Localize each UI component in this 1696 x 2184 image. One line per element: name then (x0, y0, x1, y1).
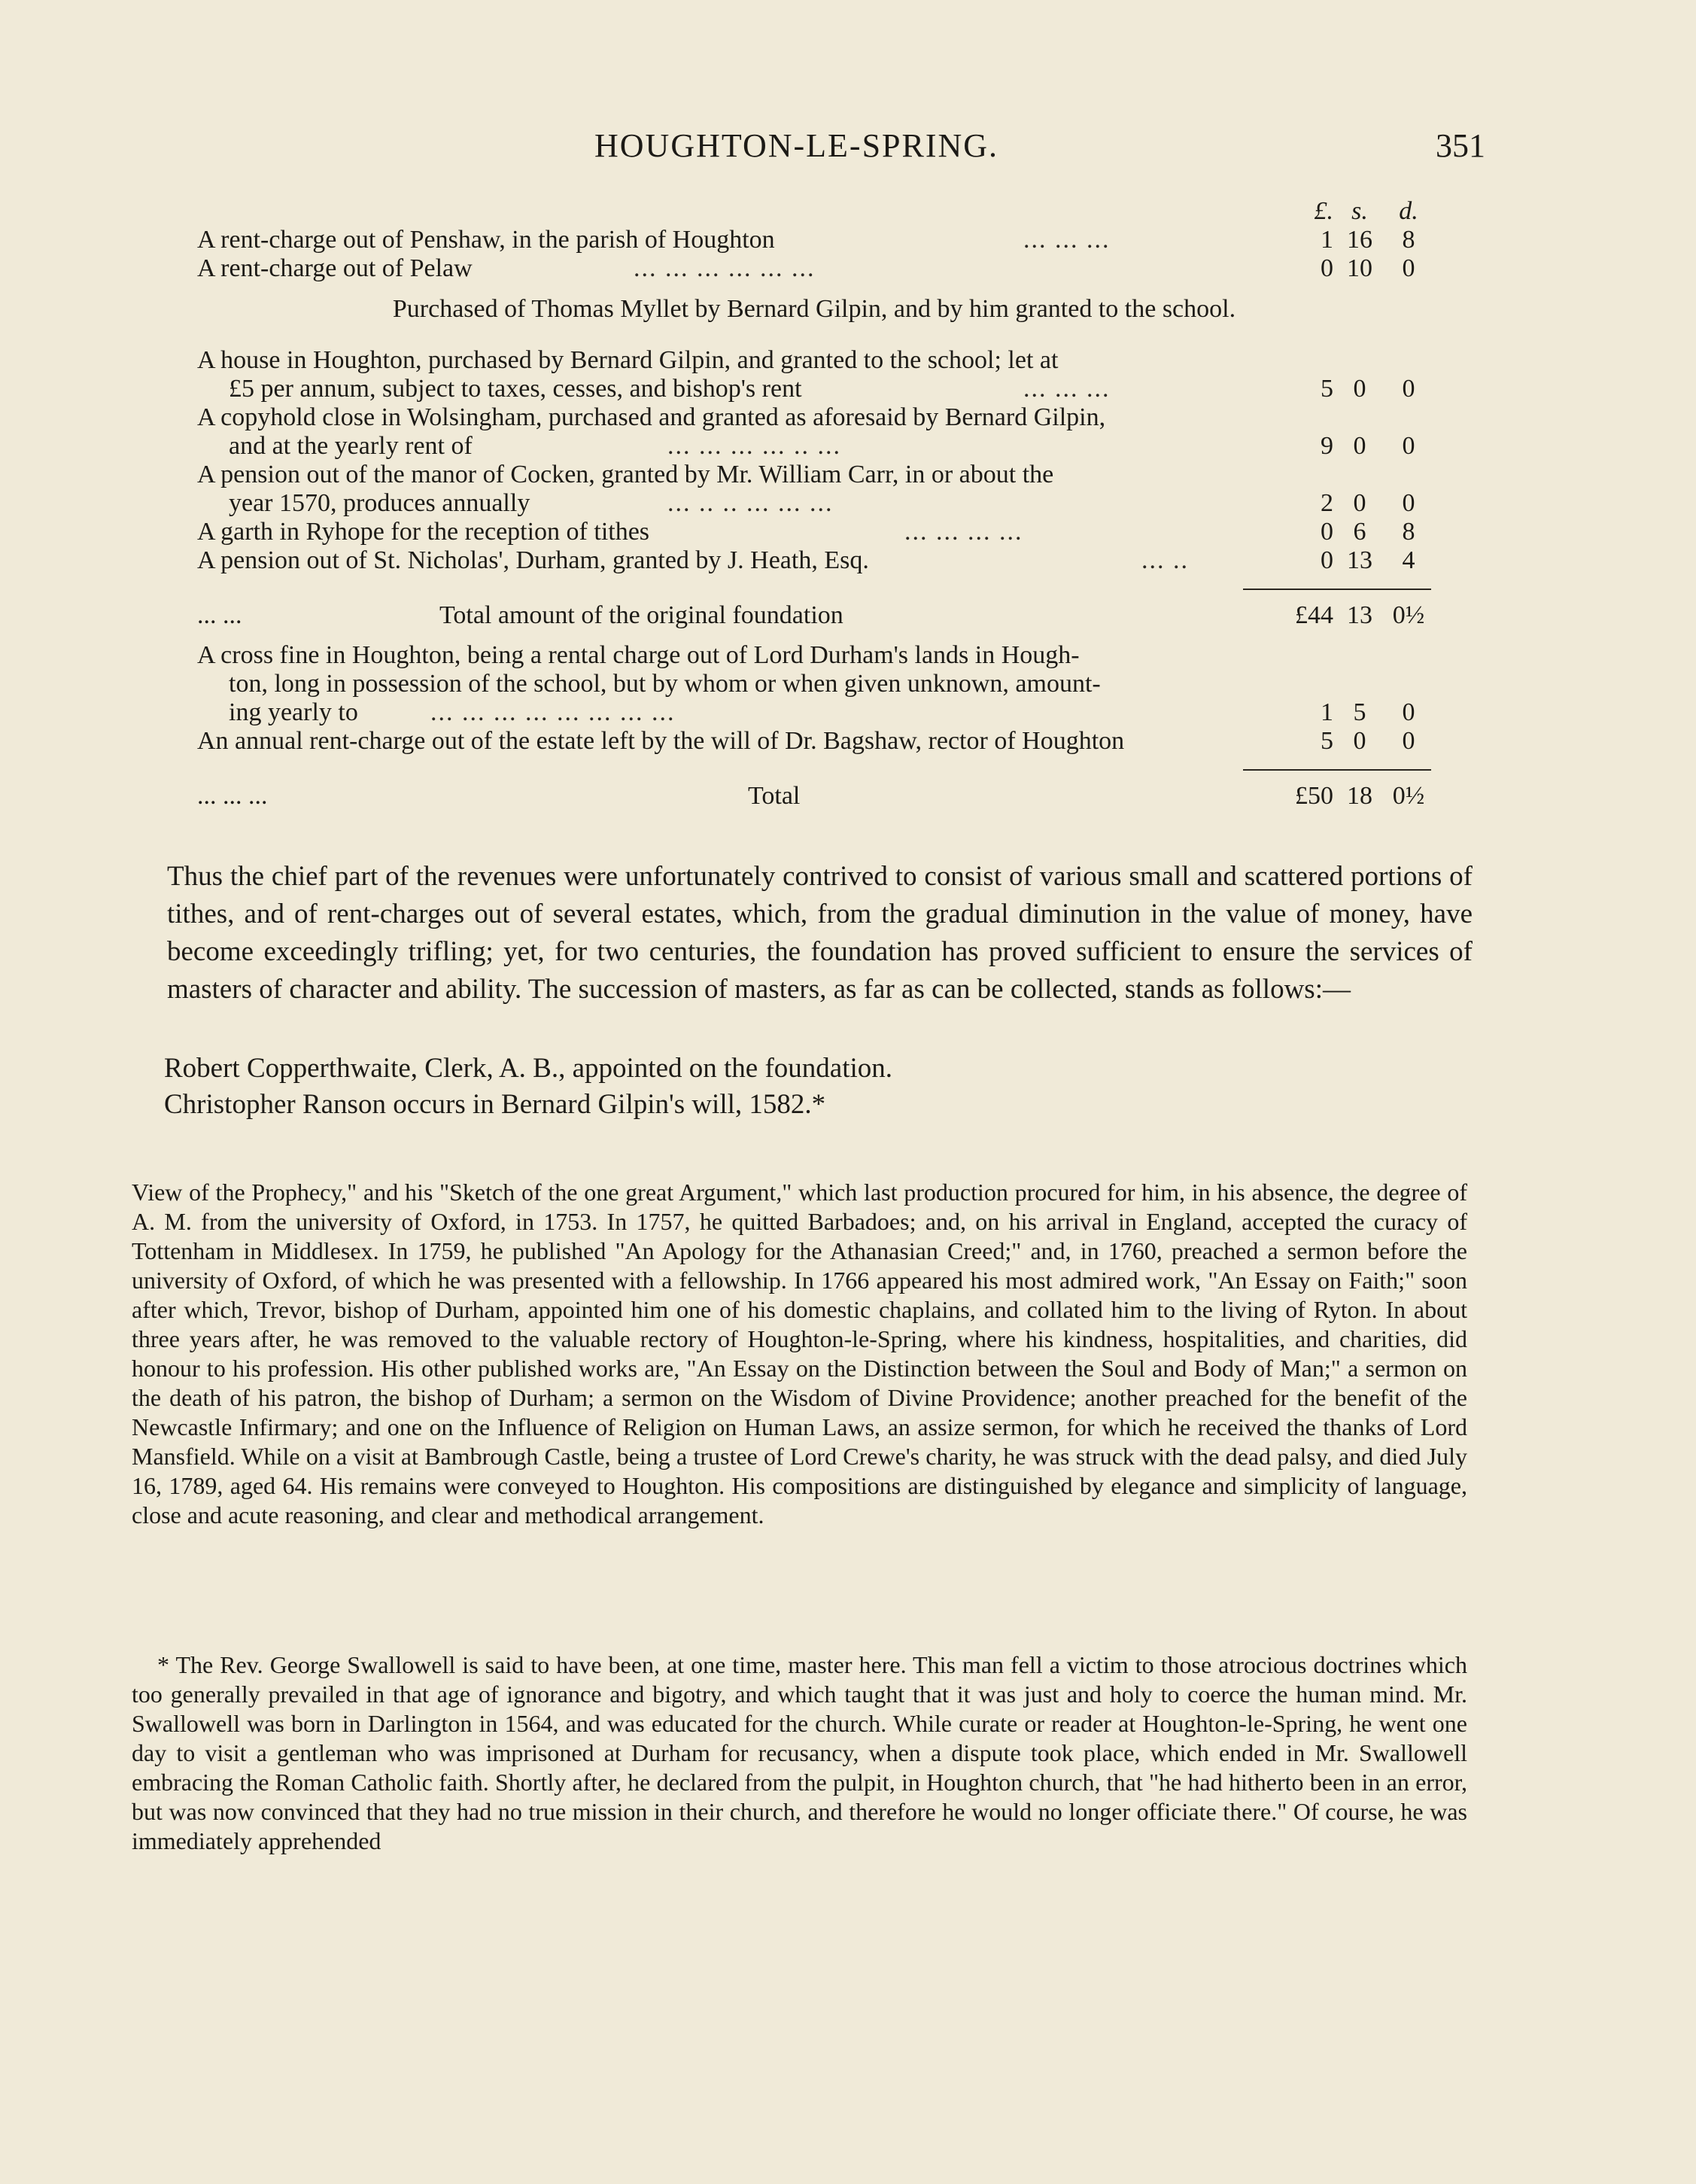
pence-value: 0 (1402, 432, 1415, 460)
pence-value: 0 (1402, 698, 1415, 726)
shillings-value: 10 (1347, 254, 1372, 282)
pence-value: 4 (1402, 546, 1415, 574)
pence-value: 0 (1402, 254, 1415, 282)
total-rule (1243, 589, 1431, 593)
total-rule (1243, 769, 1431, 774)
row-description: A garth in Ryhope for the reception of tithes (197, 518, 650, 546)
account-row (197, 518, 1415, 546)
pounds-value: 0 (1321, 254, 1333, 282)
leader-dots: ... ... (197, 601, 242, 629)
item-description: A copyhold close in Wolsingham, purchased and granted as aforesaid by Bernard Gilpin, (197, 403, 1106, 431)
shillings-value: 0 (1353, 489, 1366, 517)
footnote-star (132, 1650, 1467, 1856)
leader-dots: ... .. .. ... ... ... (667, 489, 834, 517)
leader-dots: ... ... ... (1023, 226, 1111, 254)
cross-fine-line (197, 698, 1415, 727)
pence-value: 0 (1402, 375, 1415, 403)
shillings-value: 6 (1353, 518, 1366, 546)
account-row (197, 546, 1415, 575)
item-description: A pension out of the manor of Cocken, granted by Mr. William Carr, in or about the (197, 461, 1054, 488)
pounds-value: 5 (1321, 727, 1333, 755)
leader-dots: ... ... ... (1023, 375, 1111, 403)
pence-value: 0½ (1392, 601, 1425, 629)
master-entry: Christopher Ranson occurs in Bernard Gilpin's will, 1582.* (164, 1089, 826, 1120)
shillings-value: 0 (1353, 432, 1366, 460)
pounds-value: 0 (1321, 546, 1333, 574)
total-label: Total amount of the original foundation (439, 601, 843, 629)
main-paragraph (167, 858, 1473, 1008)
master-entry: Robert Copperthwaite, Clerk, A. B., appointed on the foundation. (164, 1053, 892, 1084)
item-description-cont: year 1570, produces annually (229, 489, 530, 517)
shillings-value: 5 (1353, 698, 1366, 726)
footnote-continued (132, 1178, 1467, 1530)
pounds-value: 1 (1321, 698, 1333, 726)
grand-total-row (197, 780, 1425, 813)
item-description: A house in Houghton, purchased by Bernard Gilpin, and granted to the school; let at (197, 346, 1059, 374)
leader-dots: ... ... ... ... (904, 518, 1023, 546)
account-item-line (197, 461, 1401, 489)
row-description: A pension out of St. Nicholas', Durham, granted by J. Heath, Esq. (197, 546, 869, 574)
shillings-value: 16 (1347, 226, 1372, 254)
row-description: A rent-charge out of Penshaw, in the parish of Houghton (197, 226, 775, 254)
account-item-line (197, 489, 1415, 518)
shillings-value: 18 (1347, 782, 1372, 810)
pounds-value: £50 (1295, 782, 1333, 810)
running-title: HOUGHTON-LE-SPRING. (594, 127, 999, 164)
account-item-line (197, 346, 1401, 375)
cross-fine-text: ing yearly to (229, 698, 358, 726)
bagshaw-row (197, 727, 1415, 756)
footnote-text: View of the Prophecy," and his "Sketch of the one great Argument," which last production procured for him, in his absence, the degree of A. M. from the university of Oxford, in 1753. In 1757, he quitted Barbadoes; and, on his arrival in England, accepted the curacy of Tottenham in Middlesex. In 1759, he published "An Apology for the Athanasian Creed;" and, in 1760, preached a sermon before the university of Oxford, of which he was presented with a fellowship. In 1766 appeared his most admired work, "An Essay on Faith;" soon after which, Trevor, bishop of Durham, appointed him one of his domestic chaplains, and collated him to the living of Ryton. In about three years after, he was removed to the valuable rectory of Houghton-le-Spring, where his kindness, hospitalities, and charities, did honour to his profession. His other published works are, "An Essay on the Distinction between the Soul and Body of Man;" a sermon on the death of his patron, the bishop of Durham; a sermon on the Wisdom of Divine Providence; another preached for the benefit of the Newcastle Infirmary; and one on the Influence of Religion on Human Laws, an assize sermon, for which he received the thanks of Lord Mansfield. While on a visit at Bambrough Castle, being a trustee of Lord Crewe's charity, he was struck with the dead palsy, and died July 16, 1789, aged 64. His remains were conveyed to Houghton. His compositions are distinguished by elegance and simplicity of language, close and acute reasoning, and clear and methodical arrangement. (132, 1179, 1467, 1528)
item-description-cont: £5 per annum, subject to taxes, cesses, and bishop's rent (229, 375, 802, 403)
cross-fine-text: ton, long in possession of the school, but by whom or when given unknown, amount- (229, 670, 1101, 698)
shillings-value: 0 (1353, 727, 1366, 755)
pounds-heading: £. (1314, 197, 1333, 225)
footnote-text: * The Rev. George Swallowell is said to have been, at one time, master here. This man fell a victim to those atrocious doctrines which too generally prevailed in that age of ignorance and bigotry, and which taught that it was just and holy to coerce the human mind. Mr. Swallowell was born in Darlington in 1564, and was educated for the church. While curate or reader at Houghton-le-Spring, he went one day to visit a gentleman who was imprisoned at Durham for recusancy, when a dispute took place, which ended in Mr. Swallowell embracing the Roman Catholic faith. Shortly after, he declared from the pulpit, in Houghton church, that "he had hitherto been in an error, but was now convinced that they had no true mission in their church, and therefore he would no longer officiate there." Of course, he was immediately apprehended (132, 1651, 1467, 1854)
row-description: A rent-charge out of Pelaw (197, 254, 473, 282)
pence-value: 0 (1402, 489, 1415, 517)
leader-dots: ... ... ... (197, 782, 268, 810)
paragraph-text: Thus the chief part of the revenues were unfortunately contrived to consist of various small and scattered portions of tithes, and of rent-charges out of several estates, which, from the gradual diminution in the value of money, have become exceedingly trifling; yet, for two centuries, the foundation has proved sufficient to ensure the services of masters of character and ability. The succession of masters, as far as can be collected, stands as follows:— (167, 861, 1473, 1005)
pence-value: 0 (1402, 727, 1415, 755)
cross-fine-text: A cross fine in Houghton, being a rental charge out of Lord Durham's lands in Hough- (197, 641, 1080, 669)
shillings-value: 0 (1353, 375, 1366, 403)
account-row (197, 254, 1415, 283)
pence-heading: d. (1399, 197, 1418, 225)
cross-fine-line (197, 670, 1401, 698)
pounds-value: 0 (1321, 518, 1333, 546)
pence-value: 8 (1402, 518, 1415, 546)
pounds-value: 1 (1321, 226, 1333, 254)
pounds-value: £44 (1295, 601, 1333, 629)
shillings-value: 13 (1347, 601, 1372, 629)
pence-value: 8 (1402, 226, 1415, 254)
account-item-line (197, 375, 1415, 403)
account-item-line (197, 403, 1401, 432)
account-row (197, 226, 1415, 254)
leader-dots: ... .. (1141, 546, 1189, 574)
purchase-note: Purchased of Thomas Myllet by Bernard Gilpin, and by him granted to the school. (392, 295, 1236, 323)
account-item-line (197, 432, 1415, 461)
shillings-value: 13 (1347, 546, 1372, 574)
cross-fine-line (197, 641, 1401, 670)
pounds-value: 2 (1321, 489, 1333, 517)
foundation-accounts (197, 197, 1425, 813)
item-description-cont: and at the yearly rent of (229, 432, 473, 460)
bagshaw-text: An annual rent-charge out of the estate left by the will of Dr. Bagshaw, rector of Houghton (197, 727, 1125, 755)
shillings-heading: s. (1351, 197, 1368, 225)
pounds-value: 9 (1321, 432, 1333, 460)
page-header (0, 126, 1696, 172)
leader-dots: ... ... ... ... .. ... (667, 432, 841, 460)
total-label: Total (748, 782, 801, 810)
money-column-headings (197, 197, 1418, 226)
leader-dots: ... ... ... ... ... ... (634, 254, 816, 282)
original-total-row (197, 599, 1425, 632)
leader-dots: ... ... ... ... ... ... ... ... (430, 698, 676, 726)
pounds-value: 5 (1321, 375, 1333, 403)
page-number: 351 (1436, 127, 1485, 164)
pence-value: 0½ (1392, 782, 1425, 810)
